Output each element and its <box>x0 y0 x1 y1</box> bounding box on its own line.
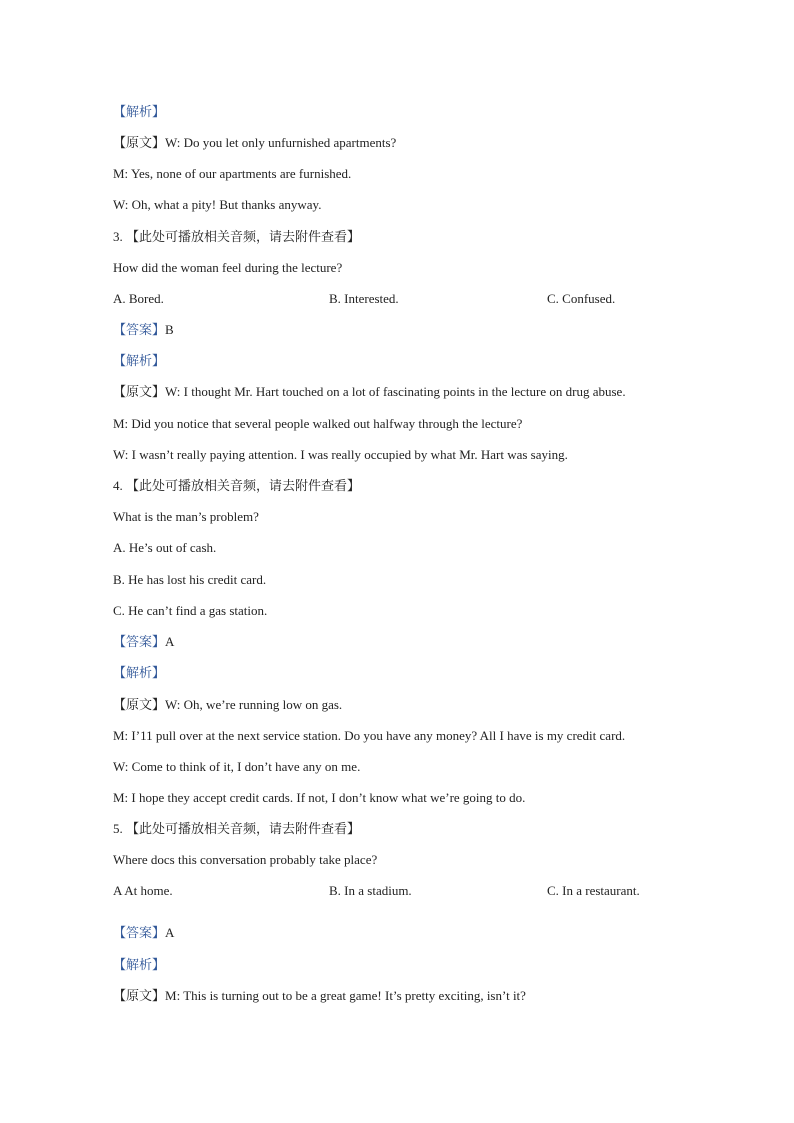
question-4-header <box>113 478 360 495</box>
answer-value: A <box>165 634 175 649</box>
question-number: 5. <box>113 821 123 836</box>
question-3-option-c: C. Confused. <box>547 291 616 306</box>
question-5-text <box>113 852 377 868</box>
audio-note-link[interactable]: 【此处可播放相关音频，请去附件查看】 <box>126 822 361 837</box>
question-3-answer <box>113 322 174 339</box>
question-5-answer <box>113 925 174 942</box>
question-4-option-a: A. He’s out of cash. <box>113 540 217 555</box>
analysis-heading <box>113 665 165 682</box>
analysis-heading <box>113 957 165 974</box>
transcript-text: W: I thought Mr. Hart touched on a lot of fascinating points in the lecture on drug abuse. <box>165 384 626 399</box>
transcript-line <box>113 197 321 213</box>
analysis-heading <box>113 104 165 121</box>
audio-note-link[interactable]: 【此处可播放相关音频，请去附件查看】 <box>126 230 361 245</box>
question-3-header <box>113 229 360 246</box>
transcript-text: M: This is turning out to be a great game! It’s pretty exciting, isn’t it? <box>165 988 526 1003</box>
transcript-line <box>113 384 626 401</box>
question-number: 3. <box>113 229 123 244</box>
transcript-text: M: I hope they accept credit cards. If not, I don’t know what we’re going to do. <box>113 790 526 805</box>
transcript-text: W: Come to think of it, I don’t have any on me. <box>113 759 361 774</box>
answer-label: 【答案】 <box>113 635 166 650</box>
question-text: What is the man’s problem? <box>113 509 259 524</box>
transcript-line <box>113 416 522 432</box>
question-4-option-b: B. He has lost his credit card. <box>113 572 267 587</box>
question-5-option-c: C. In a restaurant. <box>547 883 640 898</box>
answer-label: 【答案】 <box>113 323 166 338</box>
question-3-option-b: B. Interested. <box>329 291 399 306</box>
answer-value: B <box>165 322 174 337</box>
transcript-line <box>113 135 396 152</box>
transcript-label: 【原文】 <box>113 698 166 713</box>
transcript-line <box>113 728 625 744</box>
transcript-line <box>113 759 360 775</box>
transcript-text: M: I’11 pull over at the next service station. Do you have any money? All I have is my credit card. <box>113 728 626 743</box>
analysis-label: 【解析】 <box>113 105 166 120</box>
transcript-label: 【原文】 <box>113 385 166 400</box>
analysis-label: 【解析】 <box>113 354 166 369</box>
transcript-text: W: Do you let only unfurnished apartments? <box>165 135 397 150</box>
analysis-label: 【解析】 <box>113 666 166 681</box>
question-5-header <box>113 821 360 838</box>
question-4-answer <box>113 634 174 651</box>
question-3-option-a: A. Bored. <box>113 291 164 306</box>
question-3-text <box>113 260 342 276</box>
audio-note-link[interactable]: 【此处可播放相关音频，请去附件查看】 <box>126 479 361 494</box>
answer-label: 【答案】 <box>113 926 166 941</box>
transcript-text: M: Yes, none of our apartments are furnished. <box>113 166 352 181</box>
question-4-option-c: C. He can’t find a gas station. <box>113 603 268 618</box>
transcript-label: 【原文】 <box>113 989 166 1004</box>
transcript-line <box>113 988 526 1005</box>
transcript-text: W: Oh, we’re running low on gas. <box>165 697 343 712</box>
transcript-text: M: Did you notice that several people walked out halfway through the lecture? <box>113 416 523 431</box>
question-5-option-b: B. In a stadium. <box>329 883 412 898</box>
transcript-line <box>113 447 568 463</box>
transcript-label: 【原文】 <box>113 136 166 151</box>
transcript-line <box>113 790 525 806</box>
transcript-text: W: Oh, what a pity! But thanks anyway. <box>113 197 322 212</box>
question-text: How did the woman feel during the lecture? <box>113 260 343 275</box>
answer-value: A <box>165 925 175 940</box>
question-5-option-a: A At home. <box>113 883 173 898</box>
analysis-heading <box>113 353 165 370</box>
question-4-text <box>113 509 259 525</box>
transcript-line <box>113 166 351 182</box>
transcript-text: W: I wasn’t really paying attention. I was really occupied by what Mr. Hart was saying. <box>113 447 568 462</box>
question-text: Where docs this conversation probably take place? <box>113 852 378 867</box>
analysis-label: 【解析】 <box>113 958 166 973</box>
question-number: 4. <box>113 478 123 493</box>
transcript-line <box>113 697 342 714</box>
